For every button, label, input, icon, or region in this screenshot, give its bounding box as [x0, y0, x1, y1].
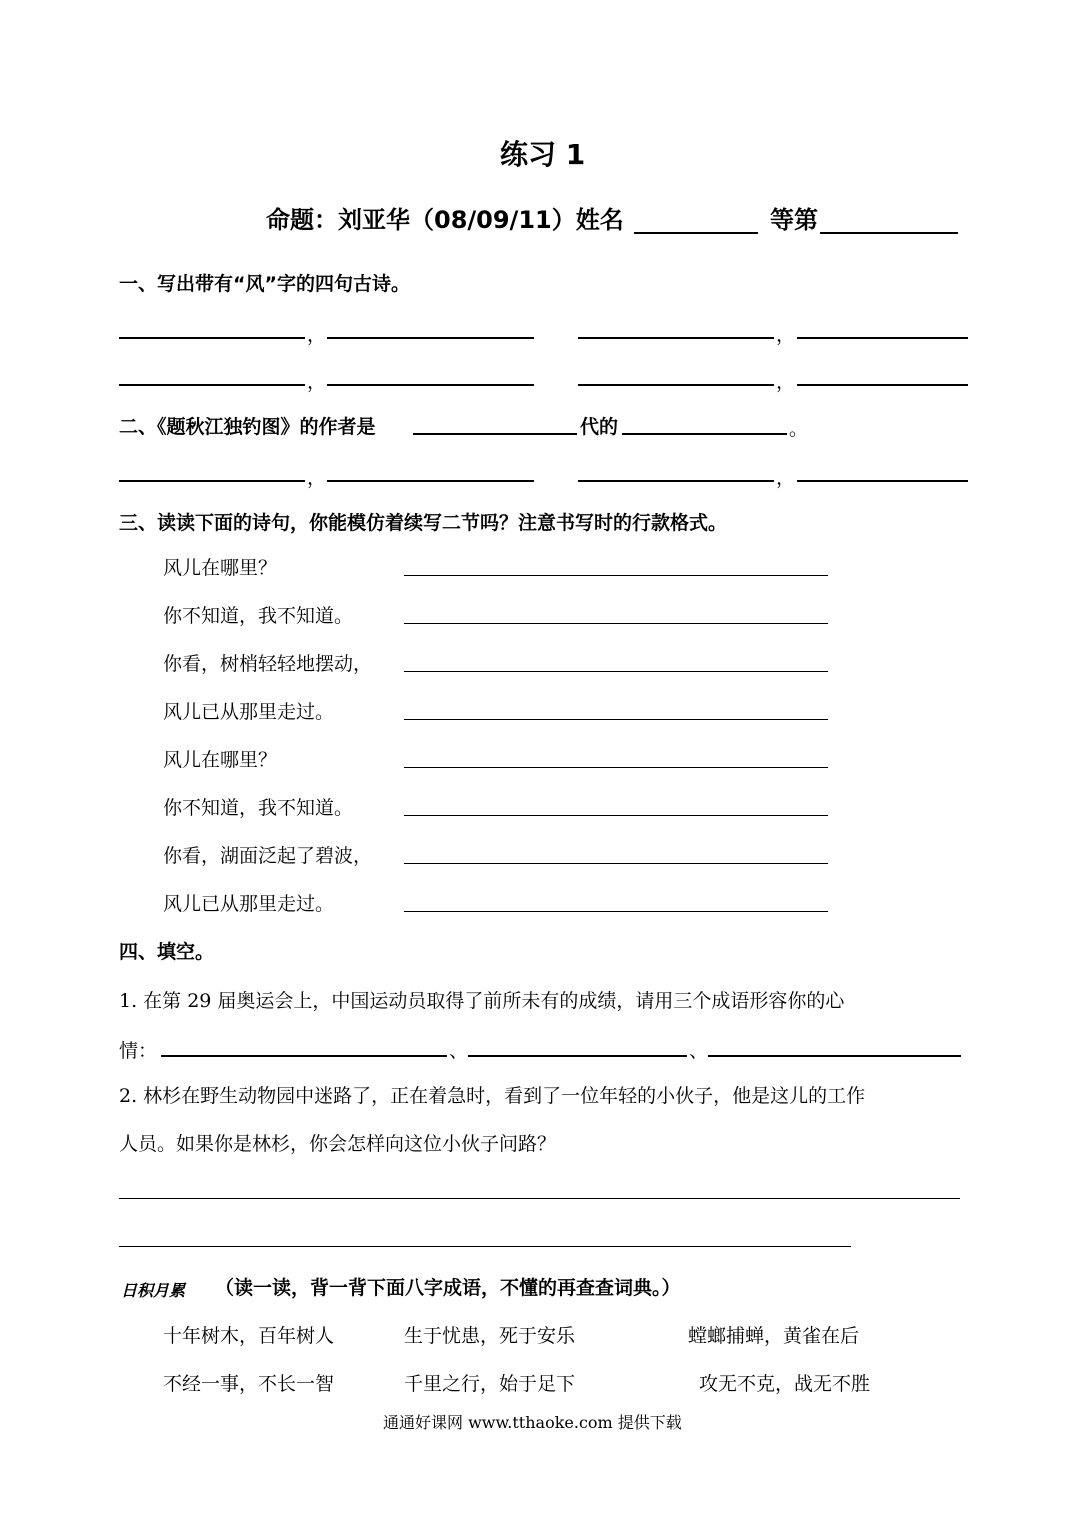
- answer-blank[interactable]: [797, 337, 968, 339]
- comma: ，: [307, 324, 327, 346]
- idiom: 攻无不克，战无不胜: [699, 1373, 871, 1395]
- section1-question: 一、写出带有“风”字的四句古诗。: [119, 273, 410, 295]
- writing-line[interactable]: [404, 767, 828, 768]
- grade-field[interactable]: [820, 232, 958, 234]
- writing-line[interactable]: [404, 623, 828, 624]
- answer-blank[interactable]: [578, 480, 774, 482]
- comma: ，: [776, 324, 796, 346]
- footer: 通通好课网 www.tthaoke.com 提供下载: [383, 1413, 682, 1432]
- dynasty-blank[interactable]: [413, 433, 577, 435]
- accumulate-label: 日积月累: [121, 1281, 186, 1300]
- answer-blank[interactable]: [578, 384, 774, 386]
- comma: ，: [307, 371, 327, 393]
- poem-line: 风儿在哪里？: [163, 749, 278, 771]
- name-field[interactable]: [634, 232, 758, 234]
- answer-blank[interactable]: [119, 337, 305, 339]
- answer-blank[interactable]: [578, 337, 774, 339]
- answer-blank[interactable]: [119, 384, 305, 386]
- answer-blank[interactable]: [327, 480, 534, 482]
- section4-title: 四、填空。: [119, 941, 215, 963]
- section2-prefix: 二、《题秋江独钓图》的作者是: [119, 416, 376, 438]
- accumulate-instruction: （读一读，背一背下面八字成语，不懂的再查查词典。）: [215, 1277, 681, 1299]
- answer-blank[interactable]: [119, 480, 305, 482]
- writing-line[interactable]: [404, 671, 828, 672]
- comma: ，: [307, 467, 327, 489]
- poem-line: 你看，树梢轻轻地摆动，: [163, 653, 373, 675]
- separator: 、: [689, 1040, 709, 1062]
- idiom-blank[interactable]: [161, 1055, 447, 1057]
- page-title: 练习 1: [500, 138, 586, 171]
- grade-label: 等第: [770, 206, 818, 234]
- poem-line: 风儿已从那里走过。: [163, 893, 335, 915]
- answer-blank[interactable]: [797, 480, 968, 482]
- q2-text: 2. 林杉在野生动物园中迷路了，正在着急时，看到了一位年轻的小伙子，他是这儿的工作: [119, 1085, 866, 1107]
- separator: 、: [449, 1040, 469, 1062]
- writing-line[interactable]: [404, 719, 828, 720]
- author-line: 命题：刘亚华（08/09/11）姓名: [266, 206, 624, 234]
- answer-blank[interactable]: [327, 337, 534, 339]
- answer-blank[interactable]: [797, 384, 968, 386]
- q2-text: 人员。如果你是林杉，你会怎样向这位小伙子问路？: [119, 1133, 557, 1155]
- idiom: 十年树木，百年树人: [163, 1325, 335, 1347]
- idiom-blank[interactable]: [468, 1055, 687, 1057]
- writing-line[interactable]: [119, 1198, 960, 1199]
- section3-question: 三、读读下面的诗句，你能模仿着续写二节吗？注意书写时的行款格式。: [119, 512, 728, 534]
- poem-line: 你不知道，我不知道。: [163, 797, 354, 819]
- poem-line: 风儿在哪里？: [163, 557, 278, 579]
- poem-line: 你不知道，我不知道。: [163, 605, 354, 627]
- author-blank[interactable]: [622, 433, 787, 435]
- writing-line[interactable]: [119, 1246, 851, 1247]
- poem-line: 风儿已从那里走过。: [163, 701, 335, 723]
- section2-mid: 代的: [580, 416, 619, 438]
- writing-line[interactable]: [404, 863, 828, 864]
- idiom-blank[interactable]: [708, 1055, 961, 1057]
- section2-end: 。: [789, 418, 809, 440]
- writing-line[interactable]: [404, 911, 828, 912]
- answer-blank[interactable]: [327, 384, 534, 386]
- idiom: 生于忧患，死于安乐: [404, 1325, 576, 1347]
- poem-line: 你看，湖面泛起了碧波，: [163, 845, 373, 867]
- writing-line[interactable]: [404, 815, 828, 816]
- comma: ，: [776, 371, 796, 393]
- q1-text: 1. 在第 29 届奥运会上，中国运动员取得了前所未有的成绩，请用三个成语形容你的心: [119, 990, 845, 1012]
- idiom: 螳螂捕蝉，黄雀在后: [688, 1325, 860, 1347]
- writing-line[interactable]: [404, 575, 828, 576]
- idiom: 不经一事，不长一智: [163, 1373, 335, 1395]
- q1-prefix: 情：: [119, 1040, 158, 1062]
- idiom: 千里之行，始于足下: [404, 1373, 576, 1395]
- comma: ，: [776, 467, 796, 489]
